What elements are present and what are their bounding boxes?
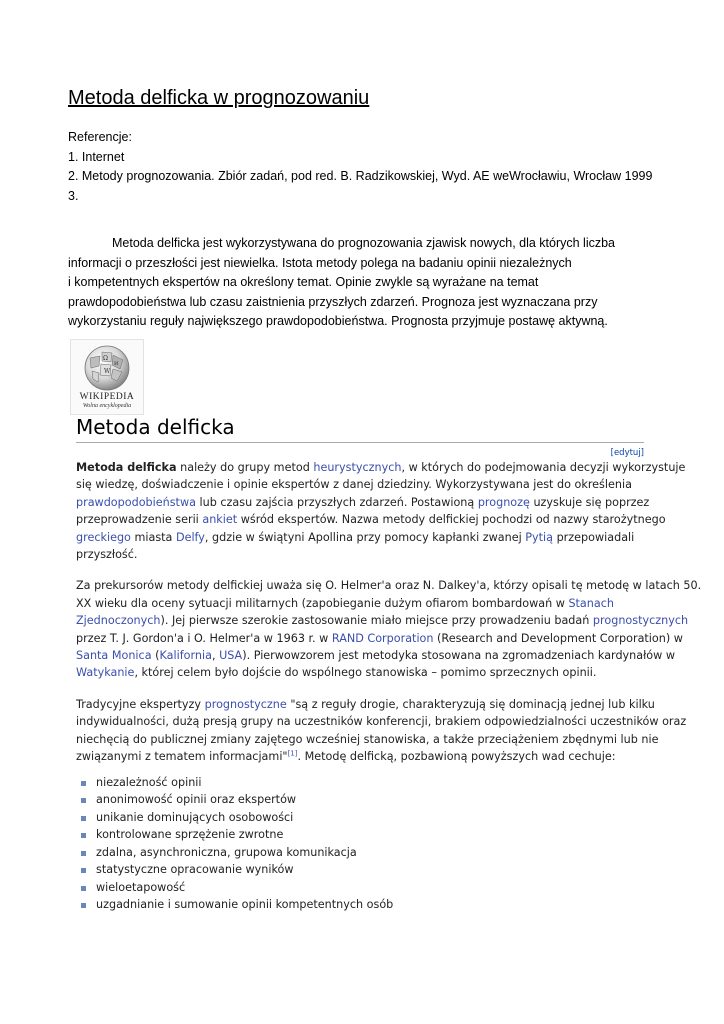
svg-text:Ω: Ω bbox=[103, 355, 108, 362]
link-prognostyczne[interactable]: prognostyczne bbox=[204, 697, 287, 711]
list-item: anonimowość opinii oraz ekspertów bbox=[78, 791, 644, 809]
text: "są z reguły drogie, charakteryzują się dominacją jednej lub kilku bbox=[286, 697, 655, 711]
wiki-paragraph-3 bbox=[76, 696, 687, 766]
wikipedia-logo bbox=[70, 339, 144, 415]
text: miasta bbox=[130, 530, 176, 544]
text: Za prekursorów metody delfickiej uważa się O. Helmer'a oraz N. Dalkey'a, którzy opisali tę metodę w latach 50. bbox=[76, 579, 702, 593]
intro-paragraph bbox=[68, 234, 648, 332]
text: XX wieku dla oceny sytuacji militarnych (zapobieganie dużym ofiarom bombardowań w bbox=[76, 596, 569, 610]
svg-text:И: И bbox=[114, 361, 119, 367]
link-prawdopodobienstwa[interactable]: prawdopodobieństwa bbox=[76, 495, 196, 509]
link-watykanie[interactable]: Watykanie bbox=[76, 666, 135, 680]
text: wśród ekspertów. Nazwa metody delfickiej pochodzi od nazwy starożytnego bbox=[237, 513, 666, 527]
footnote-link[interactable]: [1] bbox=[287, 749, 298, 758]
logo-tagline: Wolna encyklopedia bbox=[82, 403, 132, 409]
text: ( bbox=[151, 649, 160, 663]
text: ). Pierwowzorem jest metodyka stosowana na zgromadzeniach kardynałów w bbox=[242, 649, 675, 663]
list-item: zdalna, asynchroniczna, grupowa komunikacja bbox=[78, 844, 644, 862]
wikipedia-excerpt bbox=[76, 414, 702, 914]
text: Tradycyjne ekspertyzy bbox=[76, 697, 205, 711]
link-stanach[interactable]: Stanach bbox=[568, 596, 614, 610]
references bbox=[68, 128, 652, 206]
term-bold: Metoda delficka bbox=[76, 461, 177, 474]
link-santa-monica[interactable]: Santa Monica bbox=[76, 649, 152, 663]
text: związanymi z tematem informacjami" bbox=[76, 750, 288, 764]
link-kalifornia[interactable]: Kalifornia bbox=[159, 649, 212, 663]
link-ankiet[interactable]: ankiet bbox=[202, 513, 238, 527]
edit-link[interactable]: [edytuj] bbox=[610, 448, 644, 458]
reference-item: 2. Metody prognozowania. Zbiór zadań, pod red. B. Radzikowskiej, Wyd. AE weWrocławiu, Wrocław 1999 bbox=[68, 169, 653, 183]
svg-text:W: W bbox=[104, 368, 111, 375]
text: należy do grupy metod bbox=[176, 461, 314, 474]
text: przeprowadzenie serii bbox=[76, 513, 203, 527]
text: uzyskuje się poprzez bbox=[529, 495, 650, 509]
text: przepowiadali bbox=[553, 530, 635, 544]
globe-icon bbox=[82, 344, 132, 392]
document-title: Metoda delficka w prognozowaniu bbox=[68, 87, 370, 109]
wiki-paragraph-1 bbox=[76, 459, 686, 563]
text: przyszłość. bbox=[76, 548, 138, 562]
text: ). Jej pierwsze szerokie zastosowanie miało miejsce przy prowadzeniu badań bbox=[160, 614, 593, 628]
intro-line: wykorzystaniu reguły największego prawdopodobieństwa. Prognosta przyjmuje postawę aktywną. bbox=[68, 314, 608, 328]
wiki-paragraph-2 bbox=[76, 577, 702, 681]
list-item: uzgadnianie i sumowanie opinii kompetentnych osób bbox=[78, 896, 644, 914]
logo-wordmark: WIKIPEDIA bbox=[79, 392, 135, 402]
reference-item: 3. bbox=[68, 188, 79, 203]
text: się wiedzę, doświadczenie i opinie ekspertów z danej dziedziny. Wykorzystywana jest do określenia bbox=[76, 478, 632, 492]
text: . Metodę delficką, pozbawioną powyższych wad cechuje: bbox=[297, 750, 616, 764]
list-item: statystyczne opracowanie wyników bbox=[78, 861, 644, 879]
text: , której celem było dojście do wspólnego stanowiska – pomimo sprzecznych opinii. bbox=[134, 666, 597, 680]
link-rand-corporation[interactable]: RAND Corporation bbox=[331, 631, 434, 645]
link-pytia[interactable]: Pytią bbox=[525, 530, 554, 544]
link-usa[interactable]: USA bbox=[219, 649, 243, 663]
intro-line: i kompetentnych ekspertów na określony temat. Opinie zwykle są wyrażane na temat bbox=[68, 275, 539, 289]
features-list bbox=[76, 774, 644, 914]
text: indywidualności, dużą presją grupy na uczestników konferencji, brakiem odpowiedzialności uczestników oraz bbox=[76, 715, 687, 729]
text: , gdzie w świątyni Apollina przy pomocy kapłanki zwanej bbox=[204, 530, 526, 544]
intro-line: Metoda delficka jest wykorzystywana do prognozowania zjawisk nowych, dla których liczba bbox=[112, 236, 616, 250]
list-item: kontrolowane sprzężenie zwrotne bbox=[78, 826, 644, 844]
wiki-heading: Metoda delficka bbox=[76, 414, 644, 443]
link-prognostycznych[interactable]: prognostycznych bbox=[592, 614, 689, 628]
text: przez T. J. Gordon'a i O. Helmer'a w 1963 r. w bbox=[76, 631, 332, 645]
reference-item: 1. Internet bbox=[68, 149, 125, 164]
link-prognoze[interactable]: prognozę bbox=[477, 495, 530, 509]
text: (Research and Development Corporation) w bbox=[433, 631, 683, 645]
list-item: unikanie dominujących osobowości bbox=[78, 809, 644, 827]
link-heurystycznych[interactable]: heurystycznych bbox=[313, 461, 402, 474]
references-heading: Referencje: bbox=[68, 130, 132, 144]
link-zjednoczonych[interactable]: Zjednoczonych bbox=[76, 614, 161, 628]
text: lub czasu zajścia przyszłych zdarzeń. Postawioną bbox=[195, 495, 478, 509]
intro-line: informacji o przeszłości jest niewielka. Istota metody polega na badaniu opinii niezależnych bbox=[68, 255, 572, 270]
link-delfy[interactable]: Delfy bbox=[175, 530, 205, 544]
list-item: niezależność opinii bbox=[78, 774, 644, 792]
intro-line: prawdopodobieństwa lub czasu zaistnienia przyszłych zdarzeń. Prognoza jest wyznaczana przy bbox=[68, 294, 598, 309]
text: niechęcią do publicznej zmiany zajętego wcześniej stanowiska, a także przeciążeniem zbędnymi lub nie bbox=[76, 732, 659, 746]
link-greckiego[interactable]: greckiego bbox=[76, 530, 131, 544]
list-item: wieloetapowość bbox=[78, 879, 644, 897]
text: , w których do podejmowania decyzji wykorzystuje bbox=[401, 461, 686, 474]
text: , bbox=[211, 649, 220, 663]
